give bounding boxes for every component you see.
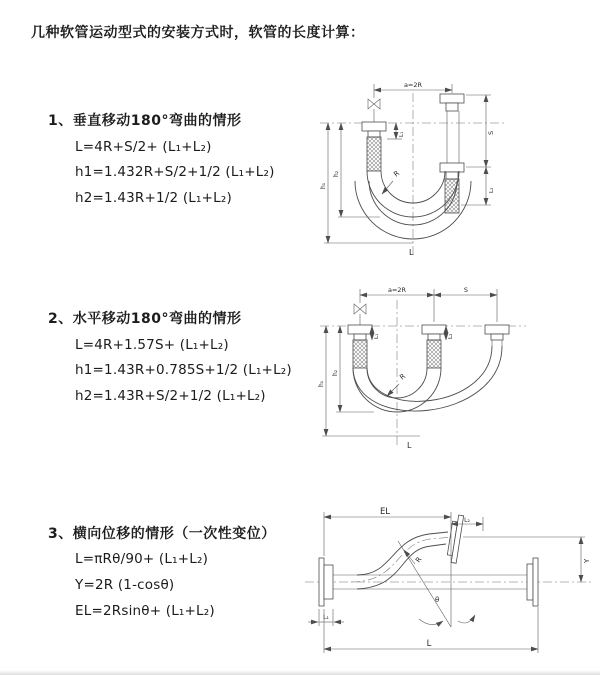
dim-h2-label: h₂	[333, 170, 340, 177]
valve-icon	[354, 304, 366, 325]
section-2-heading: 2、水平移动180°弯曲的情形	[48, 311, 242, 327]
dim-l1-label: L₁	[399, 131, 405, 137]
right-pipe-fitting	[485, 325, 509, 346]
dim-h1	[320, 123, 413, 243]
section-2-formula-h2: h2=1.43R+S/2+1/2 (L₁+L₂)	[75, 388, 266, 404]
dim-l	[324, 607, 538, 653]
section-2-formula-L: L=4R+1.57S+ (L₁+L₂)	[75, 337, 229, 353]
dim-l2-label: L₂	[489, 187, 495, 193]
radius-label: R	[414, 555, 424, 565]
dim-l2-label: L₂	[448, 333, 454, 339]
dim-h2-label: h₂	[332, 369, 339, 376]
section-3-formula-L: L=πRθ/90+ (L₁+L₂)	[75, 551, 209, 567]
valve-icon	[368, 99, 380, 122]
section-3-formula-Y: Y=2R (1-cosθ)	[75, 577, 175, 593]
theta-label: θ	[435, 596, 440, 604]
left-pipe-fitting	[362, 122, 386, 171]
right-flange	[527, 558, 538, 606]
section-1-formula-h2: h2=1.43R+1/2 (L₁+L₂)	[75, 190, 232, 206]
dim-h1-label: h₁	[320, 182, 327, 189]
dim-a2r-label: a=2R	[387, 286, 407, 294]
dim-h1	[318, 326, 420, 436]
dim-s	[434, 286, 497, 295]
upper-flange	[446, 514, 463, 563]
dim-a2r-label: a=2R	[403, 81, 423, 89]
dim-el	[324, 507, 451, 627]
section-3-heading: 3、横向位移的情形（一次性变位）	[48, 526, 276, 542]
diagram-lateral-displacement	[301, 503, 597, 661]
angle-construction	[398, 541, 475, 627]
dim-y-label: Y	[583, 558, 591, 563]
dim-l1-label: L₁	[323, 614, 329, 621]
diagram-vertical-180-bend	[314, 77, 592, 261]
scan-edge	[0, 670, 600, 675]
radius-label: R	[398, 372, 408, 382]
dim-l1	[308, 609, 344, 626]
dim-a2r	[360, 286, 497, 322]
dim-el-label: EL	[379, 507, 391, 517]
left-pipe-fitting	[348, 325, 372, 368]
dim-h1-label: h₁	[318, 380, 325, 387]
dim-l1	[372, 326, 380, 340]
dim-s-label: S	[487, 130, 495, 135]
length-label: L	[407, 441, 412, 450]
length-label: L	[409, 248, 414, 257]
dim-l2	[461, 167, 495, 205]
dim-l2	[446, 326, 454, 340]
section-1-formula-h1: h1=1.432R+S/2+1/2 (L₁+L₂)	[75, 164, 275, 180]
radius-callout	[382, 169, 401, 194]
dim-s	[466, 95, 495, 167]
radius-callout	[404, 550, 424, 564]
dim-l-label: L	[426, 639, 432, 649]
hose-s-curve	[351, 532, 453, 589]
radius-label: R	[392, 169, 402, 179]
middle-pipe-fitting	[422, 325, 446, 368]
dim-l2-label: L₂	[464, 517, 470, 524]
section-1-formula-L: L=4R+S/2+ (L₁+L₂)	[75, 139, 212, 155]
dim-l1-label: L₁	[374, 333, 380, 339]
dim-l1	[387, 123, 405, 139]
diagram-horizontal-180-bend	[314, 282, 592, 456]
section-2-formula-h1: h1=1.43R+0.785S+1/2 (L₁+L₂)	[75, 362, 292, 378]
page-title: 几种软管运动型式的安装方式时，软管的长度计算：	[31, 25, 365, 41]
section-3-formula-EL: EL=2Rsinθ+ (L₁+L₂)	[75, 603, 215, 619]
section-1-heading: 1、垂直移动180°弯曲的情形	[48, 113, 242, 129]
dim-s-label: S	[463, 286, 469, 294]
